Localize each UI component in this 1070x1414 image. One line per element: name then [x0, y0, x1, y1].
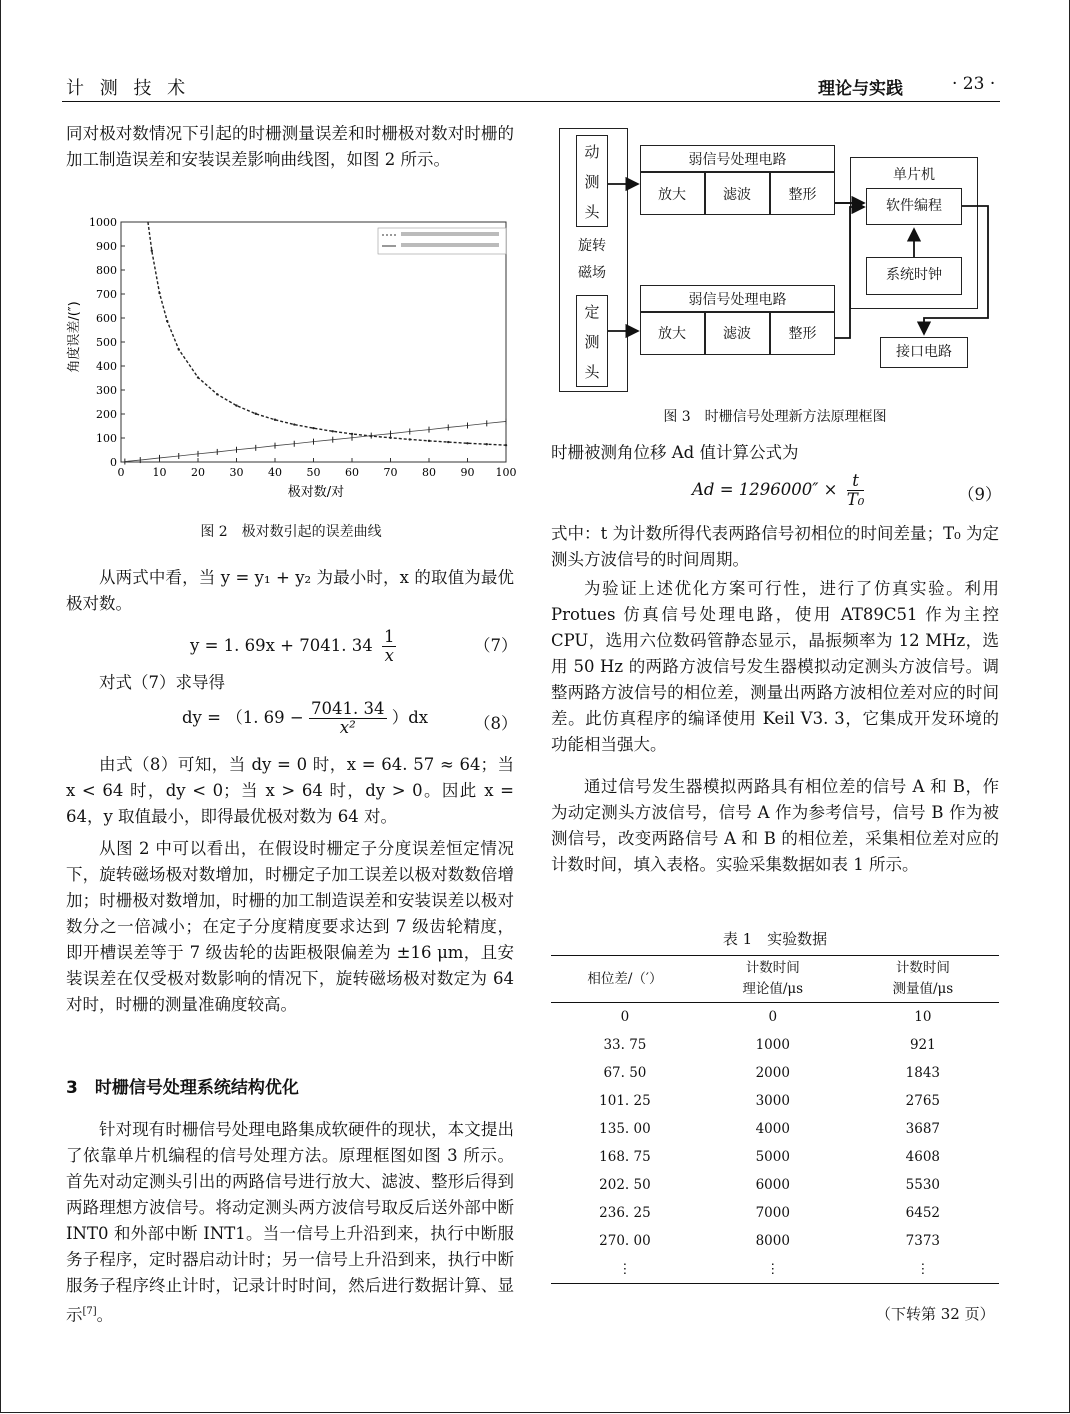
col-header-phase: 相位差/（′）: [551, 956, 699, 1003]
col-header-measured: 计数时间 测量值/μs: [847, 956, 999, 1003]
data-point: [466, 442, 468, 444]
tick-label-x: 20: [191, 466, 205, 479]
data-point: [235, 404, 237, 406]
table-1-title: 表 1 实验数据: [722, 930, 828, 948]
tick-label-y: 100: [96, 432, 117, 445]
legend-box: [378, 228, 506, 254]
fixed-head-label: 定测头: [584, 303, 600, 381]
table-cell: 3687: [905, 1121, 940, 1137]
eq7-body: y = 1. 69x + 7041. 34: [190, 636, 373, 655]
table-cell: 0: [768, 1009, 778, 1025]
header-rule: [62, 101, 1000, 102]
chart-xlabel: 极对数/对: [287, 485, 345, 500]
table-cell: 7000: [755, 1205, 790, 1221]
weak-signal-title-1: 弱信号处理电路: [688, 152, 787, 168]
table-row: [551, 1255, 999, 1284]
table-cell: 8000: [755, 1233, 790, 1249]
table-cell: 5530: [905, 1177, 940, 1193]
table-cell: 2765: [905, 1093, 940, 1109]
tick-label-y: 200: [96, 408, 117, 421]
table-row: [551, 1059, 999, 1087]
table-row: [551, 1143, 999, 1171]
table-cell: 135. 00: [599, 1121, 651, 1137]
section-3-paragraph: 针对现有时栅信号处理电路集成软硬件的现状，本文提出了依靠单片机编程的信号处理方法。原理框图如图 3 所示。首先对动定测头引出的两路信号进行放大、滤波、整形后得到两路理想方波信号。将动定测头两方波信号取反后送外部中断 INT0 和外部中断 INT1。当一信号上升沿到来，执行中断服务子程序，定时器启动计时；另一信号上升沿到来，执行中断服务子程序终止计时，记录计时时间，然后进行数据计算、显示[7]。: [66, 1120, 514, 1325]
table-row: [551, 1031, 999, 1059]
table-cell: 236. 25: [599, 1205, 651, 1221]
section-3-title: 3 时栅信号处理系统结构优化: [66, 1078, 299, 1098]
table-cell: 101. 25: [599, 1093, 651, 1109]
intro-paragraph: 同对极对数情况下引起的时栅测量误差和时栅极对数对时栅的加工制造误差和安装误差影响曲线图，如图 2 所示。: [66, 124, 514, 169]
result-paragraph: 由式（8）可知，当 dy = 0 时，x = 64. 57 ≈ 64；当 x < 64 时，dy < 0；当 x > 64 时，dy > 0。因此 x = 64，y 取值最小，即得最优极对数为 64 对。: [66, 755, 514, 826]
tick-label-x: 60: [345, 466, 359, 479]
tick-label-y: 900: [96, 240, 117, 253]
journal-name: 计 测 技 术: [66, 78, 191, 99]
table-cell: 4000: [755, 1121, 790, 1137]
mcu-title: 单片机: [893, 167, 935, 183]
figure-3-caption: 图 3 时栅信号处理新方法原理框图: [663, 409, 887, 425]
eq9-number: （9）: [958, 485, 1002, 504]
table-cell: 1843: [905, 1065, 940, 1081]
eq8-fraction: $\frac{7041. 34}{\text{x²}}$: [311, 699, 385, 737]
eq7-number: （7）: [474, 636, 518, 655]
table-row: [551, 1171, 999, 1199]
equation-8: dy = （1. 69 − $\frac{7041. 34}{\text{x²}}$ ）dx: [182, 699, 429, 737]
section-name: 理论与实践: [818, 79, 903, 99]
table-cell: 2000: [755, 1065, 790, 1081]
tick-label-x: 30: [229, 466, 244, 479]
tick-label-y: 0: [110, 456, 117, 469]
table-cell: 10: [914, 1009, 932, 1025]
shaping-2: 整形: [788, 326, 817, 342]
table-row: [551, 1003, 999, 1032]
legend-text-2: [401, 243, 499, 247]
amplify-2: 放大: [658, 326, 686, 342]
table-row: [551, 1199, 999, 1227]
data-point: [332, 430, 334, 432]
data-point: [166, 320, 168, 322]
figure-2-caption: 图 2 极对数引起的误差曲线: [200, 524, 382, 540]
tick-label-x: 50: [306, 466, 321, 479]
table-cell: 4608: [905, 1149, 940, 1165]
tick-label-y: 800: [96, 264, 117, 277]
experiment-paragraph: 通过信号发生器模拟两路具有相位差的信号 A 和 B，作为动定测头方波信号，信号 A 作为参考信号，信号 B 作为被测信号，改变两路信号 A 和 B 的相位差，采集相位差对应的计数时间，填入表格。实验采集数据如表 1 所示。: [551, 777, 999, 874]
table-cell: 0: [620, 1009, 630, 1025]
table-cell: 6000: [755, 1177, 790, 1193]
clock-label: 系统时钟: [886, 267, 942, 283]
rotating-field-label: 旋转磁场: [578, 238, 606, 281]
filter-2: 滤波: [723, 326, 751, 342]
table-cell: ⋮: [847, 1255, 999, 1284]
min-paragraph: 从两式中看，当 y = y₁ + y₂ 为最小时，x 的取值为最优极对数。: [66, 568, 514, 613]
table-cell: 3000: [755, 1093, 790, 1109]
table-cell: 202. 50: [599, 1177, 651, 1193]
data-point: [274, 419, 276, 421]
shaping-1: 整形: [788, 187, 817, 203]
table-cell: ⋮: [699, 1255, 847, 1284]
data-point: [505, 444, 507, 446]
tick-label-x: 90: [460, 466, 475, 479]
table-cell: 5000: [755, 1149, 790, 1165]
tick-label-x: 40: [268, 466, 282, 479]
tick-label-x: 0: [117, 466, 125, 479]
data-point: [197, 376, 199, 378]
equation-7: [190, 628, 396, 665]
data-point: [178, 348, 180, 350]
data-point: [447, 441, 449, 443]
tick-label-y: 300: [96, 384, 117, 397]
filter-1: 滤波: [723, 187, 751, 203]
eq7-fraction: $\frac{1}{x}$: [383, 627, 395, 665]
moving-head-label: 动测头: [584, 143, 600, 221]
data-point: [409, 438, 411, 440]
tick-label-x: 100: [495, 466, 516, 479]
derive-line: 对式（7）求导得: [99, 673, 225, 692]
table-cell: 1000: [755, 1037, 790, 1053]
table-cell: 33. 75: [603, 1037, 647, 1053]
tick-label-y: 500: [96, 336, 117, 349]
page-number: · 23 ·: [952, 74, 996, 94]
data-point: [151, 250, 153, 252]
data-point: [486, 443, 488, 445]
tick-label-x: 10: [152, 466, 167, 479]
table-cell: 168. 75: [599, 1149, 651, 1165]
interface-label: 接口电路: [896, 344, 952, 360]
weak-signal-title-2: 弱信号处理电路: [688, 292, 787, 308]
tick-label-y: 600: [96, 312, 117, 325]
formula-intro: 时栅被测角位移 Ad 值计算公式为: [551, 443, 799, 462]
tick-label-y: 700: [96, 288, 117, 301]
table-cell: 67. 50: [603, 1065, 647, 1081]
tick-label-y: 1000: [89, 216, 117, 229]
table-row: [551, 1087, 999, 1115]
chart-ylabel: 角度误差/(″): [67, 301, 82, 373]
figure-2-chart: [66, 212, 516, 512]
eq8-number: （8）: [474, 714, 518, 733]
continued-note: （下转第 32 页）: [876, 1305, 995, 1323]
tick-label-y: 400: [96, 360, 117, 373]
table-cell: 270. 00: [599, 1233, 651, 1249]
data-point: [216, 393, 218, 395]
table-row: [551, 1227, 999, 1255]
col-header-theory: 计数时间 理论值/μs: [699, 956, 847, 1003]
table-cell: 6452: [905, 1205, 940, 1221]
table-cell: ⋮: [551, 1255, 699, 1284]
table-cell: 921: [909, 1037, 936, 1053]
tick-label-x: 80: [422, 466, 436, 479]
figure2-discussion: 从图 2 中可以看出，在假设时栅定子分度误差恒定情况下，旋转磁场极对数增加，时栅定子加工误差以极对数数倍增加；时栅极对数增加，时栅的加工制造误差和安装误差以极对数分之一倍减小；在定子分度精度要求达到 7 级齿轮精度，即开槽误差等于 7 级齿轮的齿距极限偏差为 ±16 μm，且安装误差在仅受极对数影响的情况下，旋转磁场极对数定为 64 对时，时栅的测量准确度较高。: [66, 839, 514, 1014]
arrow-circuit2-to-software: [835, 207, 864, 338]
simulation-paragraph: 为验证上述优化方案可行性，进行了仿真实验。利用 Protues 仿真信号处理电路，使用 AT89C51 作为主控 CPU，选用六位数码管静态显示，晶振频率为 12 MHz，选用 50 Hz 的两路方波信号发生器模拟动定测头方波信号。调整两路方波信号的相位差，测量出两路方波相位差对应的时间差。此仿真程序的编译使用 Keil V3. 3，它集成开发环境的功能相当强大。: [551, 579, 999, 754]
tick-label-x: 70: [383, 466, 398, 479]
eq9-fraction: $\frac{t}{\text{T₀}}$: [846, 471, 865, 509]
amplify-1: 放大: [658, 187, 686, 203]
software-label: 软件编程: [886, 198, 942, 214]
table-cell: 7373: [905, 1233, 940, 1249]
table-row: [551, 1115, 999, 1143]
chart-legend: [378, 228, 506, 254]
data-point: [293, 423, 295, 425]
citation-7: [7]: [82, 1306, 97, 1317]
arrow-software-to-interface: [924, 206, 988, 334]
data-point: [428, 440, 430, 442]
where-paragraph: 式中：t 为计数所得代表两路信号初相位的时间差量；T₀ 为定测头方波信号的时间周期。: [551, 524, 999, 569]
data-point: [255, 413, 257, 415]
table-1: [551, 955, 999, 1284]
data-point: [389, 437, 391, 439]
data-point: [312, 427, 314, 429]
data-point: [158, 292, 160, 294]
diagram-arrows: [550, 120, 1000, 390]
legend-text-1: [401, 232, 499, 236]
equation-9: Ad = 1296000″ × $\frac{t}{\text{T₀}}$: [692, 471, 865, 509]
